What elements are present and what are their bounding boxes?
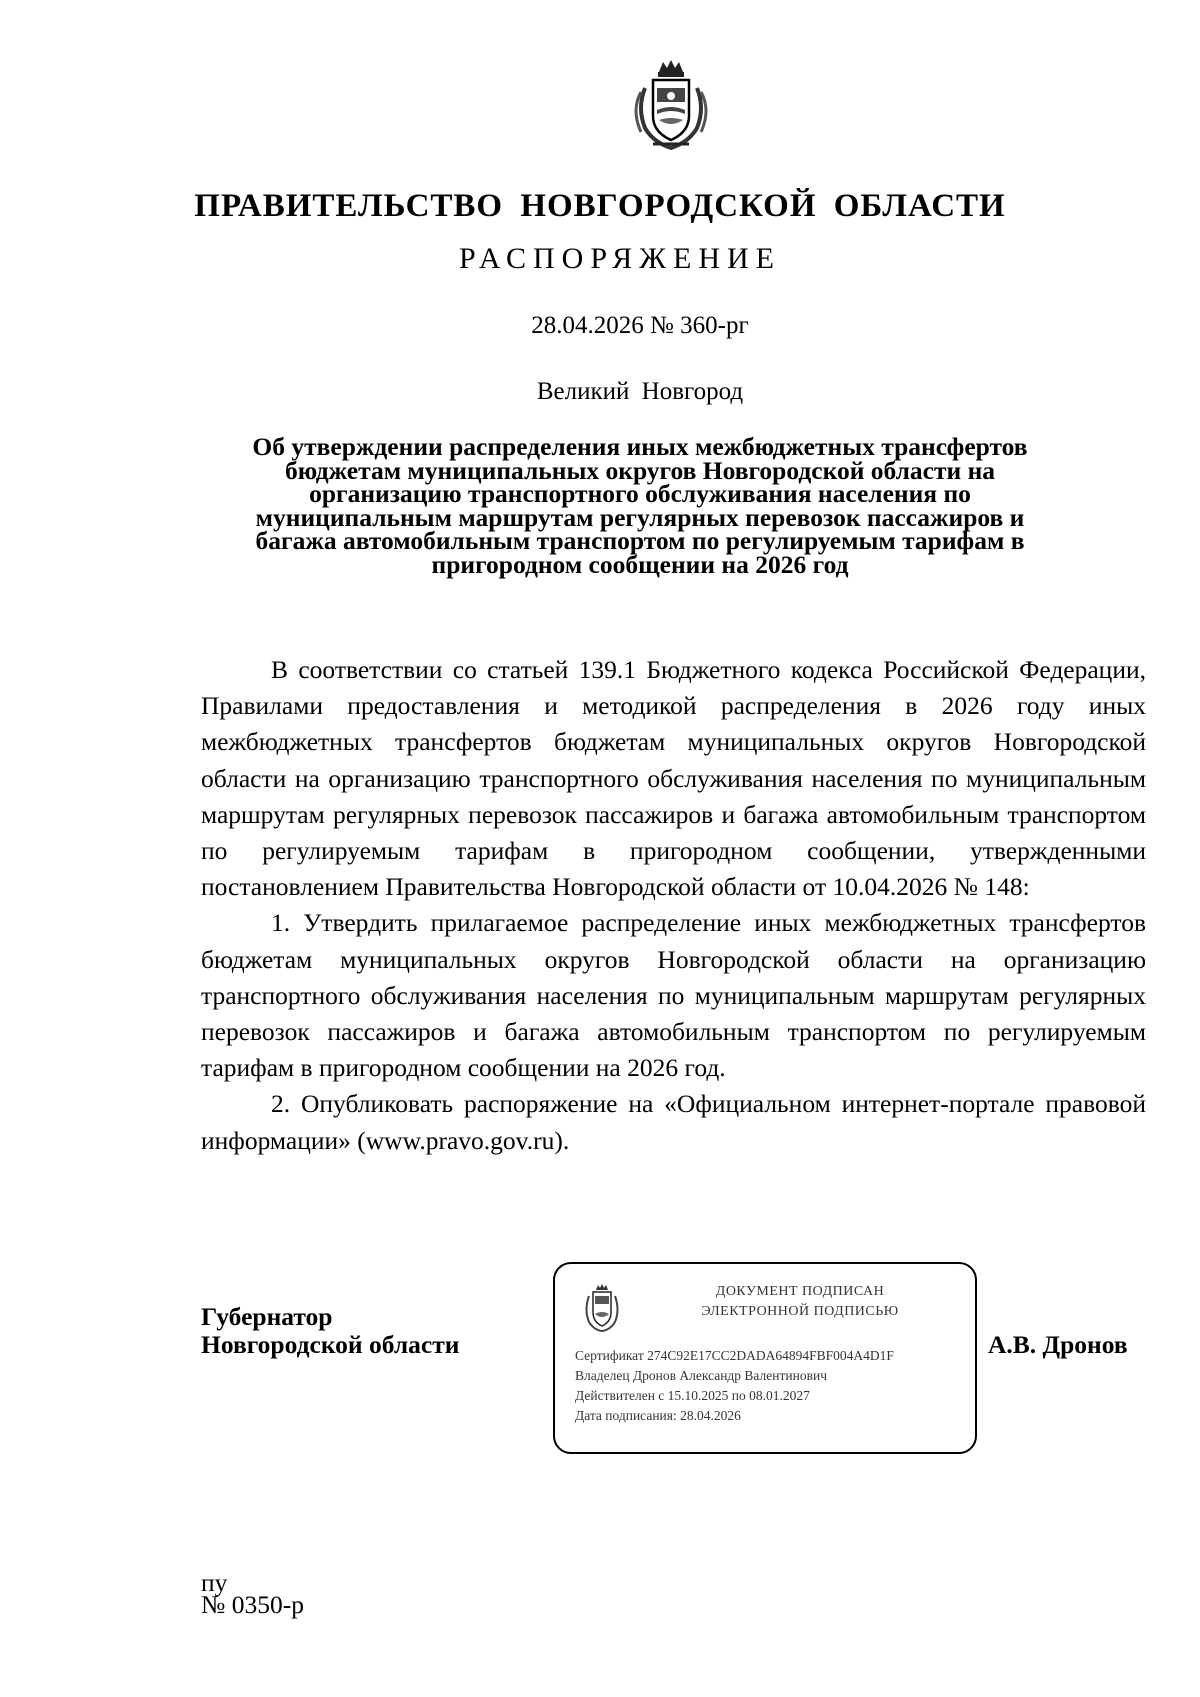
subject-line: муниципальным маршрутам регулярных перевозок пассажиров и: [255, 502, 1025, 532]
document-footer: [201, 1568, 304, 1619]
document-date-number: 28.04.2026 № 360-рг: [531, 312, 749, 339]
stamp-heading-line: ДОКУМЕНТ ПОДПИСАН: [715, 1284, 885, 1299]
document-subject: [200, 432, 1080, 579]
subject-line: багажа автомобильным транспортом по регулируемым тарифам в: [255, 526, 1025, 555]
signer-position: [201, 1303, 459, 1359]
stamp-validity: Действителен с 15.10.2025 по 08.01.2027: [575, 1388, 810, 1403]
document-city: Великий Новгород: [536, 378, 744, 405]
body-paragraph-item-1: 1. Утвердить прилагаемое распределение иных межбюджетных трансфертов бюджетам муниципальных округов Новгородской области на организацию транспортного обслуживания населения по муниципальным маршрутам регулярных перевозок пассажиров и багажа автомобильным транспортом по регулируемым тарифам в пригородном сообщении на 2026 год.: [201, 908, 1146, 1083]
electronic-signature-stamp: [553, 1262, 977, 1454]
subject-line: пригородном сообщении на 2026 год: [431, 549, 849, 579]
stamp-details: [575, 1346, 970, 1426]
subject-line: организацию транспортного обслуживания населения по: [309, 479, 971, 508]
document-body: [201, 652, 1146, 1159]
footer-initials: пу: [201, 1568, 228, 1597]
footer-registration-number: № 0350-р: [201, 1590, 304, 1619]
stamp-heading: [635, 1282, 965, 1322]
signer-name: А.В. Дронов: [988, 1330, 1128, 1359]
document-type: РАСПОРЯЖЕНИЕ: [458, 242, 782, 275]
body-paragraph-preamble: В соответствии со статьей 139.1 Бюджетного кодекса Российской Федерации, Правилами предоставления и методикой распределения в 2026 году иных межбюджетных трансфертов бюджетам муниципальных округов Новгородской области на организацию транспортного обслуживания населения по муниципальным маршрутам регулярных перевозок пассажиров и багажа автомобильным транспортом по регулируемым тарифам в пригородном сообщении, утвержденными постановлением Правительства Новгородской области от 10.04.2026 № 148:: [201, 655, 1146, 902]
signer-position-line: Губернатор: [201, 1302, 333, 1331]
signer-position-line: Новгородской области: [201, 1330, 460, 1359]
government-title: ПРАВИТЕЛЬСТВО НОВГОРОДСКОЙ ОБЛАСТИ: [194, 188, 1006, 224]
stamp-owner: Владелец Дронов Александр Валентинович: [575, 1368, 827, 1383]
stamp-certificate: Сертификат 274C92E17CC2DADA64894FBF004A4D1F: [575, 1348, 894, 1363]
stamp-signed-date: Дата подписания: 28.04.2026: [575, 1408, 741, 1423]
stamp-coat-of-arms-icon: [581, 1284, 623, 1332]
subject-line: Об утверждении распределения иных межбюджетных трансфертов: [252, 432, 1028, 461]
stamp-heading-line: ЭЛЕКТРОННОЙ ПОДПИСЬЮ: [701, 1304, 899, 1319]
body-paragraph-item-2: 2. Опубликовать распоряжение на «Официальном интернет-портале правовой информации» (www.pravo.gov.ru).: [201, 1089, 1146, 1155]
coat-of-arms-icon: [623, 58, 719, 154]
subject-line: бюджетам муниципальных округов Новгородской области на: [284, 455, 996, 485]
